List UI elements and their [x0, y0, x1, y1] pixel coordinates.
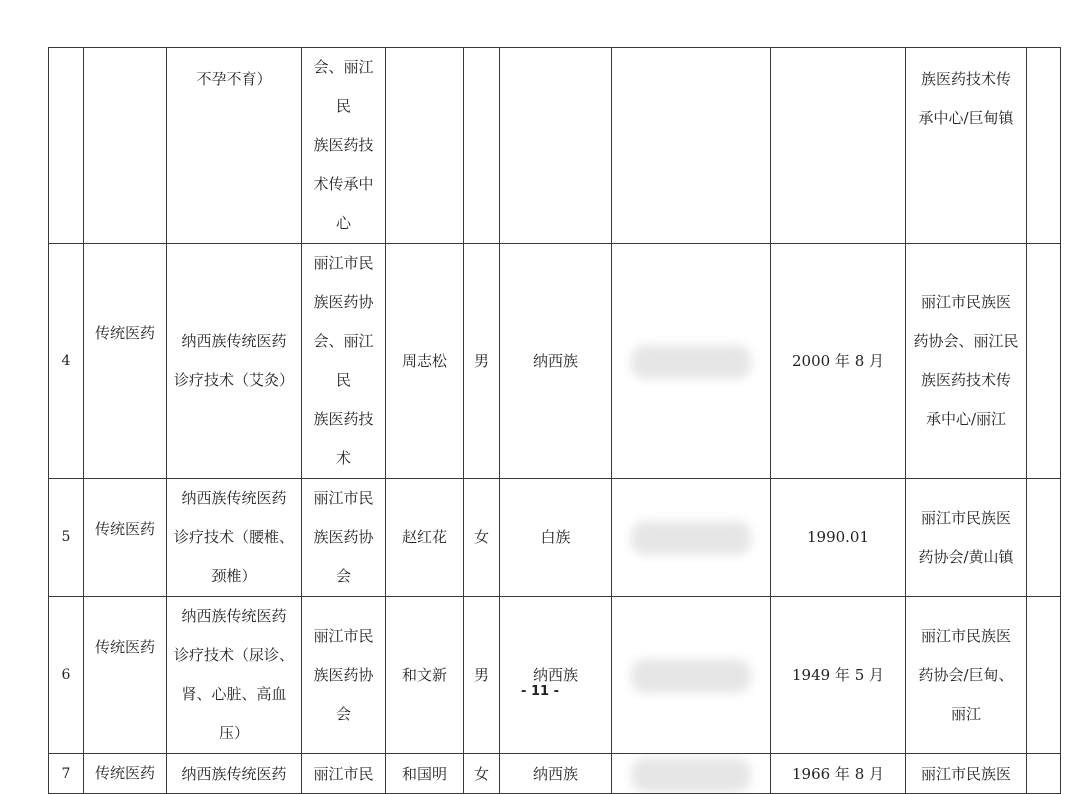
date-cell: 1949 年 5 月 [771, 597, 906, 754]
cell-line: 族医药协 [313, 528, 374, 546]
cell-line: 术传承中 [313, 175, 374, 193]
location-cell [906, 244, 1027, 479]
cell-line: 诊疗技术（腰椎、 [173, 528, 294, 546]
ethnicity-cell: 纳西族 [500, 244, 612, 479]
cell-line: 族医药技 [313, 136, 374, 154]
project-cell [167, 48, 302, 244]
redacted-blur [631, 758, 751, 792]
blank-cell [1027, 244, 1061, 479]
cell-line: 药协会/黄山镇 [918, 547, 1014, 566]
category-cell: 传统医药 [84, 754, 167, 794]
cell-line: 术 [335, 449, 351, 467]
cell-line: 丽江市民族医 [920, 293, 1011, 311]
gender-cell: 女 [464, 479, 500, 597]
project-cell [167, 244, 302, 479]
index-cell: 5 [49, 479, 84, 597]
name-cell: 和国明 [386, 754, 464, 794]
ethnicity-cell: 白族 [500, 479, 612, 597]
ethnicity-cell: 纳西族 [500, 597, 612, 754]
cell-line: 诊疗技术（艾灸） [173, 371, 294, 389]
redacted-blur [631, 345, 751, 379]
project-cell [167, 597, 302, 754]
cell-line: 丽江市民 [313, 254, 374, 272]
category-cell: 传统医药 [84, 597, 167, 754]
project-cell [167, 754, 302, 794]
cell-line: 心 [335, 214, 351, 232]
ethnicity-cell: 纳西族 [500, 754, 612, 794]
table-body [49, 48, 1061, 794]
cell-line: 纳西族传统医药 [181, 489, 287, 507]
cell-line: 族医药协 [313, 665, 374, 684]
unit-cell [302, 754, 386, 794]
page-number: - 11 - [521, 684, 559, 699]
cell-line: 承中心/巨甸镇 [918, 109, 1014, 127]
unit-cell [302, 597, 386, 754]
ethnicity-cell [500, 48, 612, 244]
cell-line: 族医药协 [313, 293, 374, 311]
cell-line: 药协会/巨甸、 [918, 665, 1014, 684]
cell-line: 丽江 [950, 704, 981, 723]
date-cell [771, 48, 906, 244]
cell-line: 会 [335, 704, 351, 723]
blank-cell [1027, 48, 1061, 244]
gender-cell: 男 [464, 597, 500, 754]
cell-line: 族医药技 [313, 410, 374, 428]
cell-line: 药协会、丽江民 [913, 332, 1019, 350]
name-cell: 赵红花 [386, 479, 464, 597]
date-cell: 2000 年 8 月 [771, 244, 906, 479]
blank-cell [1027, 754, 1061, 794]
redacted-blur [631, 521, 751, 555]
cell-line: 诊疗技术（尿诊、 [173, 646, 294, 664]
table-row [49, 479, 1061, 597]
cell-line: 族医药技术传 [920, 70, 1011, 88]
cell-line: 纳西族传统医药 [181, 764, 287, 783]
index-cell: 4 [49, 244, 84, 479]
cell-line: 会、丽江民 [313, 58, 374, 115]
cell-line: 族医药技术传 [920, 371, 1011, 389]
category-cell: 传统医药 [84, 244, 167, 479]
category-cell: 传统医药 [84, 479, 167, 597]
cell-line: 丽江市民族医 [920, 508, 1011, 527]
cell-line: 承中心/丽江 [925, 410, 1007, 428]
location-cell [906, 479, 1027, 597]
inheritor-table [48, 47, 1061, 794]
cell-line: 丽江市民族医 [920, 764, 1011, 783]
cell-line: 丽江市民 [313, 764, 374, 783]
name-cell: 和文新 [386, 597, 464, 754]
unit-cell [302, 48, 386, 244]
category-cell [84, 48, 167, 244]
table-row [49, 754, 1061, 794]
location-cell [906, 48, 1027, 244]
table-row [49, 48, 1061, 244]
table-row [49, 244, 1061, 479]
cell-line: 会 [335, 567, 351, 585]
cell-line: 肾、心脏、高血压） [181, 685, 287, 742]
cell-line: 纳西族传统医药 [181, 332, 287, 350]
cell-line: 不孕不育） [196, 70, 272, 88]
blank-cell [1027, 479, 1061, 597]
name-cell: 周志松 [386, 244, 464, 479]
index-cell [49, 48, 84, 244]
gender-cell [464, 48, 500, 244]
redacted-cell [612, 754, 771, 794]
index-cell: 7 [49, 754, 84, 794]
cell-line: 会、丽江民 [313, 332, 374, 389]
redacted-cell [612, 597, 771, 754]
date-cell: 1966 年 8 月 [771, 754, 906, 794]
date-cell: 1990.01 [771, 479, 906, 597]
table-row [49, 597, 1061, 754]
cell-line: 颈椎） [211, 567, 257, 585]
cell-line: 丽江市民 [313, 489, 374, 507]
cell-line: 纳西族传统医药 [181, 607, 287, 625]
redacted-cell [612, 479, 771, 597]
location-cell [906, 597, 1027, 754]
name-cell [386, 48, 464, 244]
cell-line: 丽江市民族医 [920, 626, 1011, 645]
gender-cell: 男 [464, 244, 500, 479]
cell-line: 丽江市民 [313, 626, 374, 645]
unit-cell [302, 479, 386, 597]
unit-cell [302, 244, 386, 479]
redacted-cell [612, 48, 771, 244]
blank-cell [1027, 597, 1061, 754]
project-cell [167, 479, 302, 597]
gender-cell: 女 [464, 754, 500, 794]
location-cell [906, 754, 1027, 794]
redacted-cell [612, 244, 771, 479]
index-cell: 6 [49, 597, 84, 754]
